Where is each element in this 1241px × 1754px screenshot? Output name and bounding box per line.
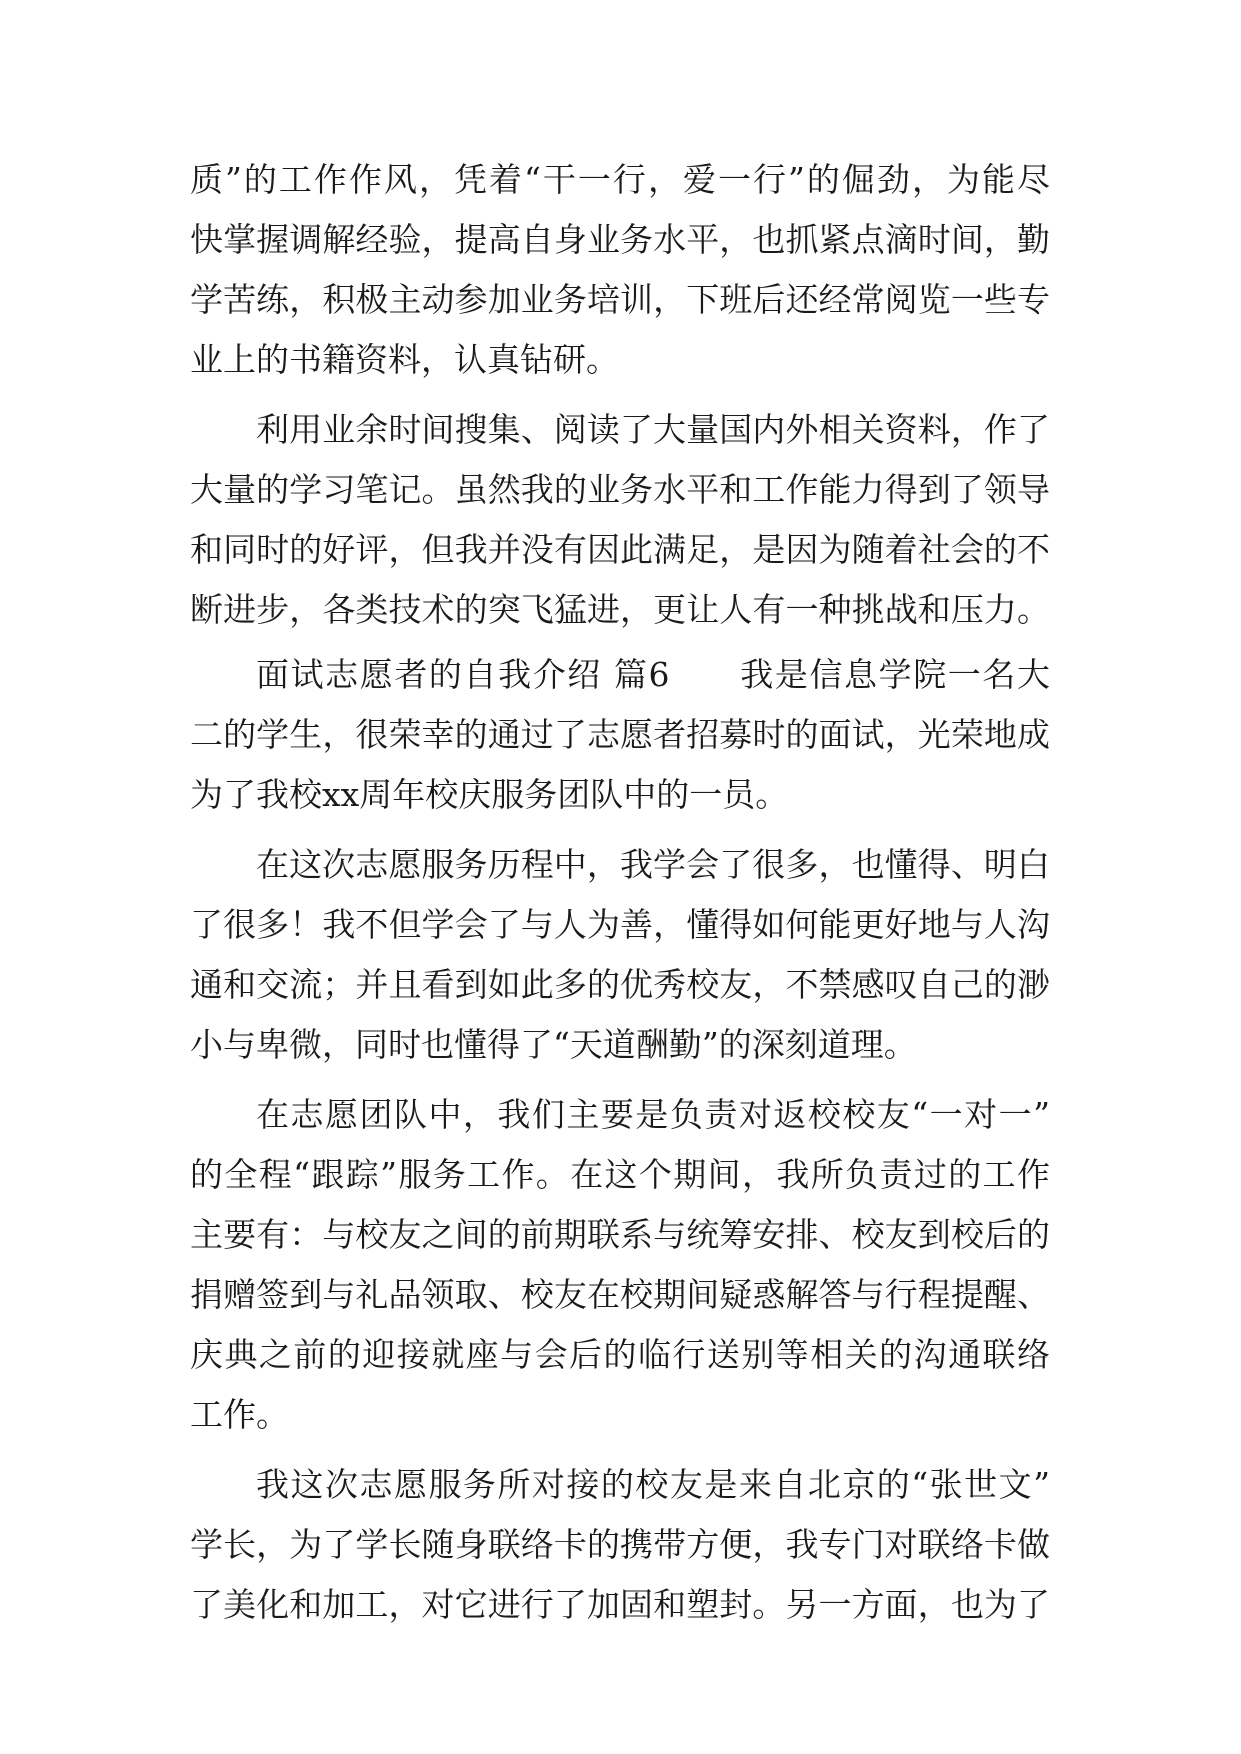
- text-line: 庆典之前的迎接就座与会后的临行送别等相关的沟通联络: [190, 1335, 1050, 1374]
- text-line: 为了我校xx周年校庆服务团队中的一员。: [190, 775, 789, 814]
- text-line: 在志愿团队中，我们主要是负责对返校校友“一对一”: [256, 1095, 1050, 1134]
- text-line: 断进步，各类技术的突飞猛进，更让人有一种挑战和压力。: [190, 590, 1050, 629]
- text-line: 大量的学习笔记。虽然我的业务水平和工作能力得到了领导: [190, 470, 1050, 509]
- text-line: 在这次志愿服务历程中，我学会了很多，也懂得、明白: [256, 845, 1050, 884]
- text-line: 了很多！我不但学会了与人为善，懂得如何能更好地与人沟: [190, 905, 1050, 944]
- text-line: 和同时的好评，但我并没有因此满足，是因为随着社会的不: [190, 530, 1050, 569]
- text-line: 利用业余时间搜集、阅读了大量国内外相关资料，作了: [256, 410, 1050, 449]
- section-heading: 面试志愿者的自我介绍 篇6 我是信息学院一名大: [256, 655, 1050, 694]
- text-line: 业上的书籍资料，认真钻研。: [190, 340, 619, 379]
- text-line: 学长，为了学长随身联络卡的携带方便，我专门对联络卡做: [190, 1525, 1050, 1564]
- text-line: 质”的工作作风，凭着“干一行，爱一行”的倔劲，为能尽: [190, 160, 1050, 199]
- text-line: 捐赠签到与礼品领取、校友在校期间疑惑解答与行程提醒、: [190, 1275, 1050, 1314]
- text-line: 小与卑微，同时也懂得了“天道酬勤”的深刻道理。: [190, 1025, 917, 1064]
- text-line: 的全程“跟踪”服务工作。在这个期间，我所负责过的工作: [190, 1155, 1050, 1194]
- text-line: 二的学生，很荣幸的通过了志愿者招募时的面试，光荣地成: [190, 715, 1050, 754]
- text-line: 快掌握调解经验，提高自身业务水平，也抓紧点滴时间，勤: [190, 220, 1050, 259]
- text-line: 学苦练，积极主动参加业务培训，下班后还经常阅览一些专: [190, 280, 1050, 319]
- text-line: 我这次志愿服务所对接的校友是来自北京的“张世文”: [256, 1465, 1050, 1504]
- text-line: 通和交流；并且看到如此多的优秀校友，不禁感叹自己的渺: [190, 965, 1050, 1004]
- text-line: 工作。: [190, 1395, 289, 1434]
- text-line: 了美化和加工，对它进行了加固和塑封。另一方面，也为了: [190, 1585, 1050, 1624]
- text-line: 主要有：与校友之间的前期联系与统筹安排、校友到校后的: [190, 1215, 1050, 1254]
